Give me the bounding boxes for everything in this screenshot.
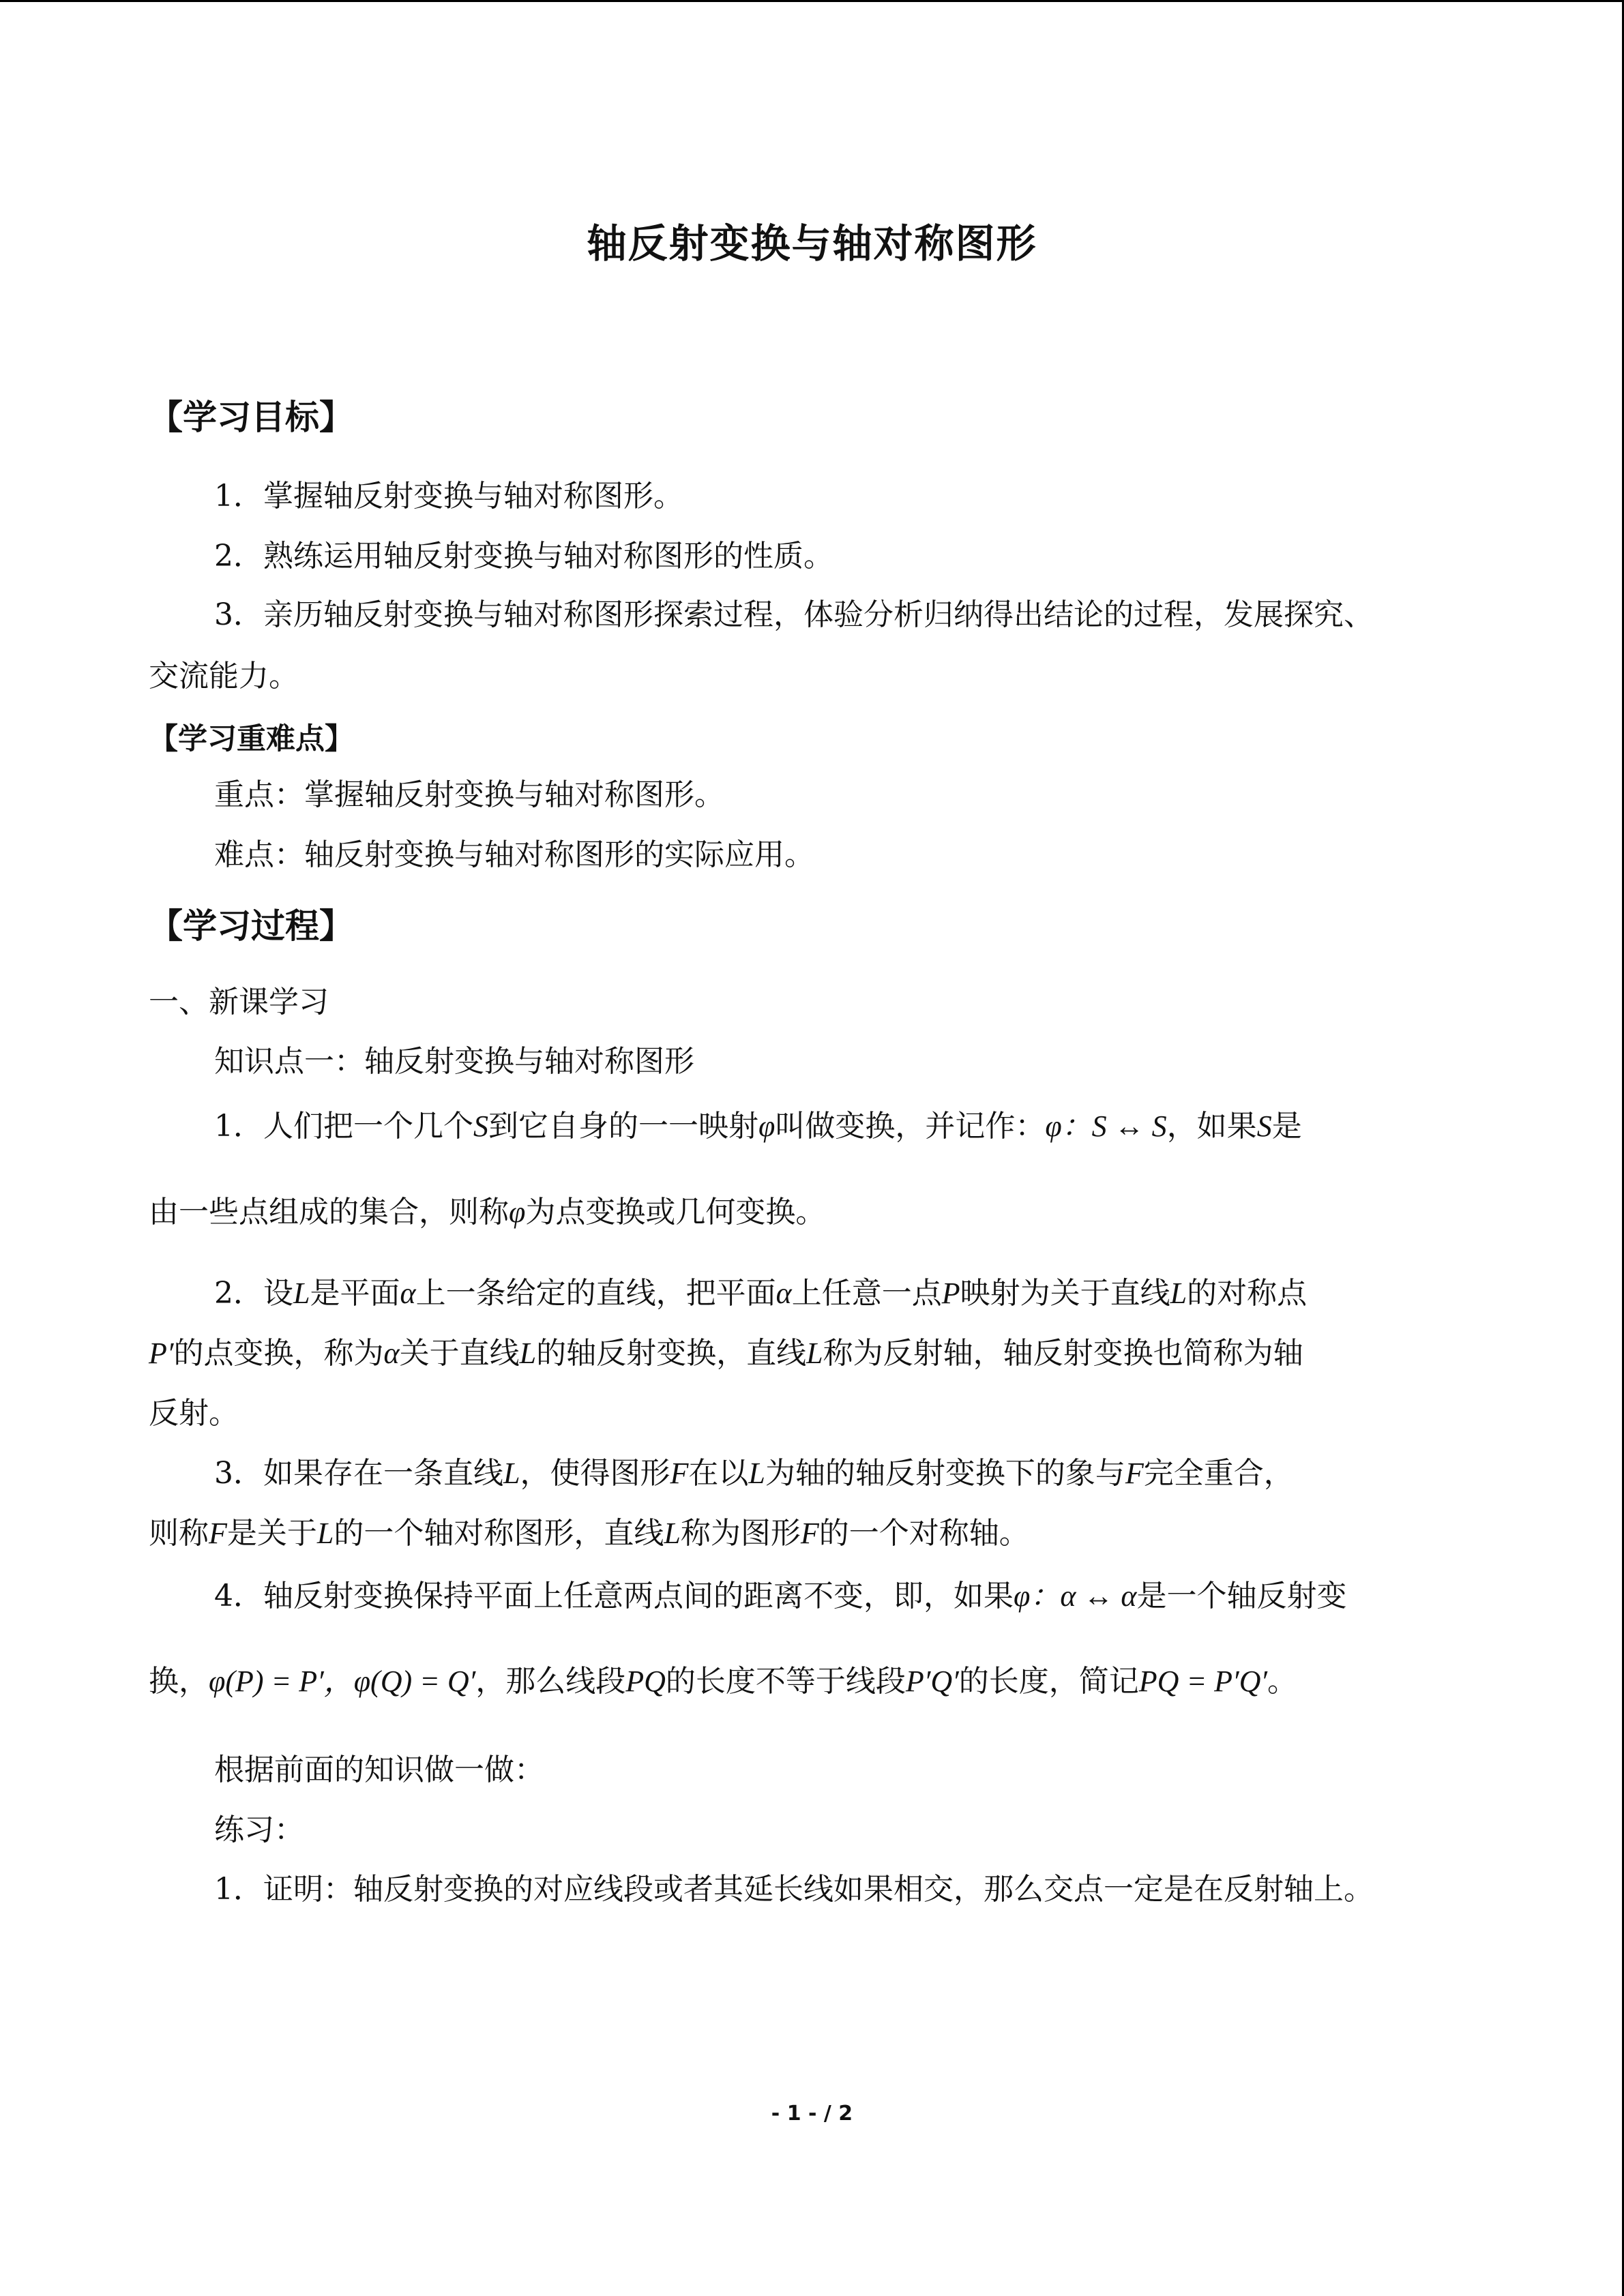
- math-mapping: φ：α ↔ α: [1014, 1579, 1137, 1613]
- text: 称为反射轴，轴反射变换也简称为轴: [823, 1336, 1303, 1371]
- knowledge-point-heading: 知识点一：轴反射变换与轴对称图形: [214, 1044, 694, 1079]
- math-L: L: [1170, 1277, 1187, 1310]
- item3-line2: [149, 1513, 1479, 1554]
- text: ，使得图形: [520, 1456, 670, 1491]
- math-L: L: [519, 1337, 537, 1370]
- objective-item: 2．熟练运用轴反射变换与轴对称图形的性质。: [214, 539, 833, 573]
- text: 4．轴反射变换保持平面上任意两点间的距离不变，即，如果: [214, 1579, 1014, 1613]
- practice-item: 1．证明：轴反射变换的对应线段或者其延长线如果相交，那么交点一定是在反射轴上。: [214, 1872, 1374, 1907]
- difficult-point: 难点：轴反射变换与轴对称图形的实际应用。: [214, 837, 814, 872]
- text: 2．设: [214, 1276, 293, 1311]
- text: 的一个轴对称图形，直线: [334, 1516, 664, 1551]
- math-P-prime: P′: [149, 1337, 174, 1370]
- text: 3．如果存在一条直线: [214, 1456, 503, 1491]
- math-L: L: [664, 1517, 681, 1550]
- text: 在以: [688, 1456, 749, 1491]
- key-points-heading: 【学习重难点】: [149, 722, 354, 756]
- text: 称为图形: [680, 1516, 801, 1551]
- math-L: L: [806, 1337, 823, 1370]
- objective-item: 交流能力。: [149, 659, 299, 694]
- math-phi: φ: [758, 1109, 776, 1143]
- text: 上一条给定的直线，把平面: [415, 1276, 776, 1311]
- math-equation: PQ = P′Q′: [1138, 1665, 1268, 1698]
- math-mapping: φ：S ↔ S: [1045, 1109, 1167, 1143]
- math-P: P: [941, 1277, 960, 1310]
- text: 是: [1271, 1109, 1302, 1144]
- math-S: S: [1256, 1109, 1272, 1143]
- text: 的一个对称轴。: [818, 1516, 1029, 1551]
- item1-line2: [149, 1192, 1479, 1233]
- math-S: S: [473, 1109, 488, 1143]
- text: 是关于: [226, 1516, 317, 1551]
- text: ，那么线段: [475, 1664, 626, 1699]
- text: 的长度，简记: [958, 1664, 1139, 1699]
- item1-line1: [214, 1106, 1544, 1147]
- objectives-heading: 【学习目标】: [149, 398, 353, 437]
- math-equation: φ(P) = P′，φ(Q) = Q′: [209, 1665, 476, 1698]
- key-point: 重点：掌握轴反射变换与轴对称图形。: [214, 777, 724, 812]
- page-number: - 1 - / 2: [771, 2102, 853, 2126]
- text: 的点变换，称为: [173, 1336, 384, 1371]
- math-F: F: [670, 1457, 689, 1490]
- objective-item: 3．亲历轴反射变换与轴对称图形探索过程，体验分析归纳得出结论的过程，发展探究、: [214, 597, 1374, 632]
- text: 由一些点组成的集合，则称: [149, 1195, 509, 1229]
- section-heading: 一、新课学习: [149, 985, 329, 1019]
- page-title: 轴反射变换与轴对称图形: [587, 220, 1037, 267]
- text: 到它自身的一一映射: [488, 1109, 758, 1144]
- item4-line2: [149, 1661, 1479, 1702]
- math-phi: φ: [509, 1195, 526, 1229]
- math-L: L: [316, 1517, 334, 1550]
- text: 的长度不等于线段: [665, 1664, 906, 1699]
- math-L: L: [748, 1457, 765, 1490]
- text: 上任意一点: [791, 1276, 942, 1311]
- text: 完全重合，: [1143, 1456, 1294, 1491]
- math-alpha: α: [776, 1277, 792, 1310]
- math-PQ: PQ: [625, 1665, 666, 1698]
- math-alpha: α: [383, 1337, 400, 1370]
- math-F: F: [800, 1517, 819, 1550]
- text: 叫做变换，并记作：: [775, 1109, 1046, 1144]
- math-L: L: [503, 1457, 520, 1490]
- item2-line3: 反射。: [149, 1396, 239, 1431]
- item2-line1: [214, 1273, 1544, 1314]
- text: 是一个轴反射变: [1136, 1579, 1347, 1613]
- item2-line2: [149, 1333, 1479, 1374]
- math-PQ-prime: P′Q′: [905, 1665, 959, 1698]
- text: 的对称点: [1187, 1276, 1308, 1311]
- practice-intro: 根据前面的知识做一做：: [214, 1753, 544, 1787]
- process-heading: 【学习过程】: [149, 906, 353, 946]
- text: ，如果: [1166, 1109, 1257, 1144]
- math-F: F: [1125, 1457, 1144, 1490]
- item3-line1: [214, 1453, 1544, 1494]
- math-alpha: α: [400, 1277, 416, 1310]
- text: 的轴反射变换，直线: [536, 1336, 807, 1371]
- text: 是平面: [310, 1276, 400, 1311]
- text: 1．人们把一个几个: [214, 1109, 473, 1144]
- text: 则称: [149, 1516, 209, 1551]
- text: 为点变换或几何变换。: [525, 1195, 826, 1229]
- objective-item: 1．掌握轴反射变换与轴对称图形。: [214, 479, 683, 513]
- item4-line1: [214, 1576, 1544, 1617]
- text: 为轴的轴反射变换下的象与: [765, 1456, 1125, 1491]
- text: 关于直线: [399, 1336, 520, 1371]
- math-F: F: [209, 1517, 227, 1550]
- practice-label: 练习：: [214, 1813, 304, 1847]
- text: 映射为关于直线: [960, 1276, 1170, 1311]
- math-L: L: [293, 1277, 310, 1310]
- text: 换，: [149, 1664, 209, 1699]
- text: 。: [1267, 1664, 1298, 1699]
